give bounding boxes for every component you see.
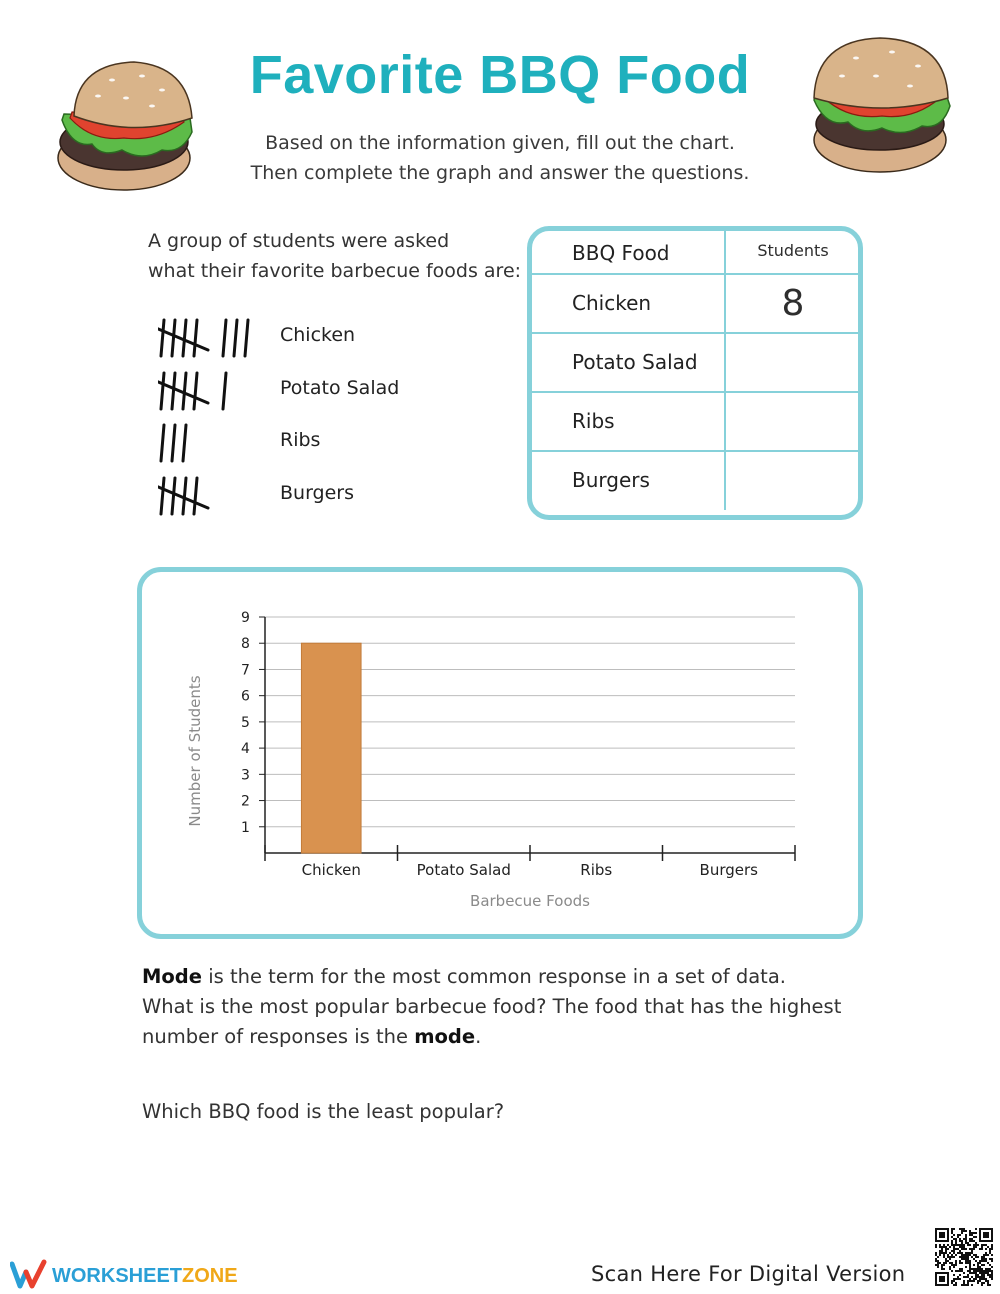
instructions xyxy=(0,128,1000,188)
tally-label: Potato Salad xyxy=(280,377,400,399)
mode-text: is the term for the most common response in a set of data. xyxy=(202,965,786,988)
question-least-popular: Which BBQ food is the least popular? xyxy=(142,1100,505,1123)
x-tick-label: Potato Salad xyxy=(416,861,511,879)
y-tick-label: 5 xyxy=(241,714,250,731)
y-tick-label: 8 xyxy=(241,636,250,653)
instructions-line: Then complete the graph and answer the questions. xyxy=(250,162,750,184)
tally-marks xyxy=(158,316,268,360)
table-cell-value: 8 xyxy=(781,283,805,324)
instructions-line: Based on the information given, fill out the chart. xyxy=(265,132,735,154)
table-row xyxy=(532,334,858,393)
tally-row xyxy=(158,421,478,465)
tally-marks xyxy=(158,421,268,465)
mode-term: mode xyxy=(414,1025,476,1048)
brand-part2: ZONE xyxy=(182,1265,238,1287)
table-cell-students[interactable] xyxy=(724,334,860,391)
mode-paragraph xyxy=(142,962,862,1052)
tally-stroke xyxy=(194,478,197,514)
x-tick-label: Ribs xyxy=(580,861,613,879)
qr-code-icon[interactable] xyxy=(935,1228,993,1286)
table-cell-food: Potato Salad xyxy=(572,350,698,374)
tally-stroke xyxy=(172,373,175,409)
intro-line: A group of students were asked xyxy=(148,230,450,252)
table-row xyxy=(532,393,858,452)
y-tick-label: 3 xyxy=(241,767,250,784)
x-tick-label: Chicken xyxy=(301,861,361,879)
tally-row xyxy=(158,316,478,360)
y-tick-label: 4 xyxy=(241,741,250,758)
worksheetzone-logo-icon xyxy=(10,1258,50,1292)
table-header-row xyxy=(532,231,858,275)
table-cell-students[interactable] xyxy=(724,452,860,510)
tally-label: Chicken xyxy=(280,324,356,346)
tally-marks xyxy=(158,369,268,413)
data-table xyxy=(527,226,863,520)
tally-row xyxy=(158,474,478,518)
tally-stroke xyxy=(161,425,164,461)
intro-text xyxy=(148,226,521,286)
x-tick-label: Burgers xyxy=(699,861,758,879)
y-axis-label: Number of Students xyxy=(186,675,204,827)
tally-stroke xyxy=(194,373,197,409)
tally-stroke xyxy=(194,320,197,356)
x-axis-label: Barbecue Foods xyxy=(470,892,590,910)
tally-stroke xyxy=(223,373,226,409)
bar-chart xyxy=(137,567,863,939)
tally-stroke xyxy=(245,320,248,356)
tally-stroke xyxy=(172,478,175,514)
mode-term: Mode xyxy=(142,965,202,988)
table-header: Students xyxy=(757,241,829,260)
table-row xyxy=(532,275,858,334)
mode-text: . xyxy=(475,1025,482,1048)
y-tick-label: 9 xyxy=(241,610,250,626)
intro-line: what their favorite barbecue foods are: xyxy=(148,260,522,282)
tally-stroke xyxy=(183,425,186,461)
tally-label: Ribs xyxy=(280,429,321,451)
table-cell-food: Ribs xyxy=(572,409,615,433)
page-title: Favorite BBQ Food xyxy=(249,45,751,105)
tally-stroke xyxy=(161,373,164,409)
tally-marks xyxy=(158,474,268,518)
mode-text: What is the most popular barbecue food? The food that has the highest xyxy=(142,995,842,1018)
table-cell-students[interactable] xyxy=(724,275,860,332)
tally-stroke xyxy=(161,478,164,514)
brand-part1: WORKSHEET xyxy=(52,1265,182,1287)
table-cell-students[interactable] xyxy=(724,393,860,450)
scan-text: Scan Here For Digital Version xyxy=(591,1262,906,1286)
y-tick-label: 7 xyxy=(241,662,250,679)
tally-stroke xyxy=(223,320,226,356)
y-tick-label: 1 xyxy=(241,819,250,836)
table-cell-food: Burgers xyxy=(572,468,650,492)
tally-label: Burgers xyxy=(280,482,355,504)
tally-stroke xyxy=(172,425,175,461)
table-header: BBQ Food xyxy=(572,241,670,265)
y-tick-label: 6 xyxy=(241,688,250,705)
mode-text: number of responses is the xyxy=(142,1025,415,1048)
table-cell-food: Chicken xyxy=(572,291,652,315)
tally-stroke xyxy=(161,320,164,356)
bar-chicken xyxy=(301,643,361,853)
tally-stroke xyxy=(234,320,237,356)
tally-stroke xyxy=(172,320,175,356)
y-tick-label: 2 xyxy=(241,793,250,810)
table-row xyxy=(532,452,858,510)
tally-row xyxy=(158,369,478,413)
